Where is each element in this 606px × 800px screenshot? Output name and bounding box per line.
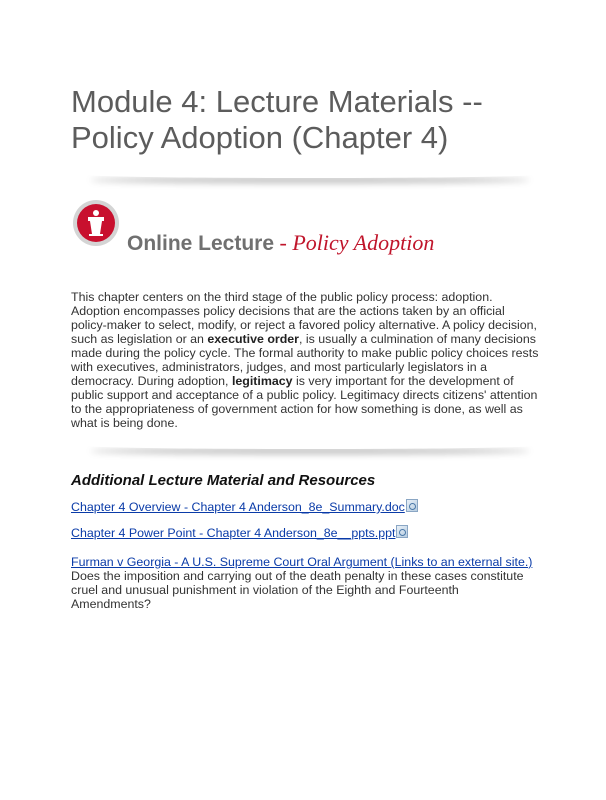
term-executive-order: executive order [207, 332, 299, 346]
online-lecture-banner [73, 200, 493, 260]
intro-paragraph [71, 290, 541, 430]
intro-text: This chapter centers on the third stage of the public policy process: adoption. Adoption encompasses policy decisions that are the actions taken by an official policy-maker to select, modify, or reject a favored policy alternative. A policy decision, such as legislation or an [71, 290, 538, 346]
file-preview-icon[interactable] [406, 499, 418, 512]
banner-subtitle: - Policy Adoption [274, 230, 435, 255]
resource-item [71, 555, 541, 611]
shadow-divider [80, 443, 540, 457]
summary-doc-link[interactable]: Chapter 4 Overview - Chapter 4 Anderson_8e_Summary.doc [71, 500, 405, 514]
page-title: Module 4: Lecture Materials -- Policy Adoption (Chapter 4) [71, 84, 483, 155]
furman-v-georgia-link[interactable]: Furman v Georgia - A U.S. Supreme Court Oral Argument (Links to an external site.) [71, 555, 533, 569]
resource-description: Does the imposition and carrying out of the death penalty in these cases constitute cruel and unusual punishment in violation of the Eighth and Fourteenth Amendments? [71, 569, 524, 611]
file-preview-icon[interactable] [396, 525, 408, 538]
banner-title: Online Lecture [127, 232, 275, 255]
intro-text: is very important for the development of public support and acceptance of a public policy. Legitimacy directs citizens' attention to the appropriateness of government action for how something is done, as well as what is being done. [71, 374, 538, 430]
shadow-divider [80, 172, 540, 186]
term-legitimacy: legitimacy [231, 374, 293, 388]
podium-icon [73, 200, 119, 246]
powerpoint-link[interactable]: Chapter 4 Power Point - Chapter 4 Anderson_8e__ppts.ppt [71, 526, 396, 540]
resource-item [71, 525, 408, 540]
intro-text: , is usually a culmination of many decisions made during the policy cycle. The formal authority to make public policy choices rests with executives, administrators, judges, and most particularly legislators in a democracy. During adoption, [71, 332, 539, 388]
resources-heading: Additional Lecture Material and Resources [71, 472, 376, 489]
resource-item [71, 499, 418, 514]
